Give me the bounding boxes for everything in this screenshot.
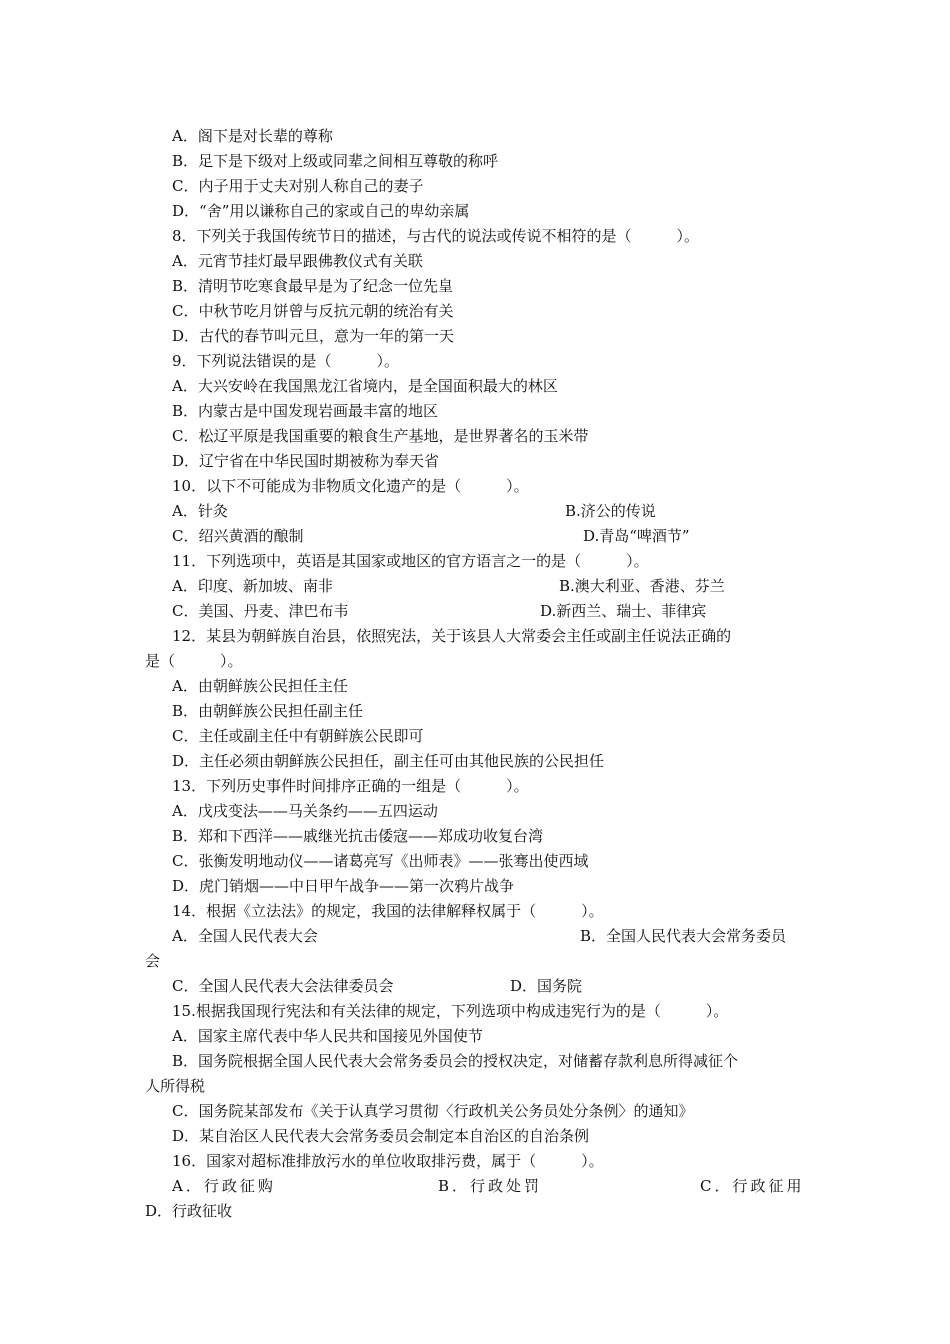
q10-option-b: B.济公的传说 bbox=[565, 502, 656, 520]
q16-option-d: D．行政征收 bbox=[145, 1202, 233, 1220]
q7-option-c: C．内子用于丈夫对别人称自己的妻子 bbox=[172, 177, 424, 195]
q13-option-a: A．戊戌变法——马关条约——五四运动 bbox=[172, 802, 438, 820]
q7-option-d: D．“舍”用以谦称自己的家或自己的卑幼亲属 bbox=[172, 202, 470, 220]
q16-option-b: B．行政处罚 bbox=[438, 1177, 543, 1195]
q14-stem: 14．根据《立法法》的规定，我国的法律解释权属于（ ）。 bbox=[172, 902, 604, 920]
q12-option-b: B．由朝鲜族公民担任副主任 bbox=[172, 702, 364, 720]
q10-option-d: D.青岛“啤酒节” bbox=[583, 527, 690, 545]
q16-option-a: A．行政征购 bbox=[172, 1177, 276, 1195]
q10-option-c: C．绍兴黄酒的酿制 bbox=[172, 527, 304, 545]
q13-option-c: C．张衡发明地动仪——诸葛亮写《出师表》——张骞出使西域 bbox=[172, 852, 589, 870]
q15-option-c: C．国务院某部发布《关于认真学习贯彻〈行政机关公务员处分条例〉的通知》 bbox=[172, 1102, 694, 1120]
q7-option-a: A．阁下是对长辈的尊称 bbox=[172, 127, 333, 145]
q12-option-a: A．由朝鲜族公民担任主任 bbox=[172, 677, 348, 695]
q12-stem-line2: 是（ ）。 bbox=[145, 652, 243, 670]
q14-option-a: A．全国人民代表大会 bbox=[172, 927, 318, 945]
q9-option-d: D．辽宁省在中华民国时期被称为奉天省 bbox=[172, 452, 440, 470]
q8-option-b: B．清明节吃寒食最早是为了纪念一位先皇 bbox=[172, 277, 454, 295]
q15-option-b-wrap: 人所得税 bbox=[145, 1077, 206, 1095]
q7-option-b: B．足下是下级对上级或同辈之间相互尊敬的称呼 bbox=[172, 152, 499, 170]
q12-stem-line1: 12．某县为朝鲜族自治县，依照宪法，关于该县人大常委会主任或副主任说法正确的 bbox=[172, 627, 732, 645]
q11-option-d: D.新西兰、瑞士、菲律宾 bbox=[540, 602, 707, 620]
q15-option-b: B．国务院根据全国人民代表大会常务委员会的授权决定，对储蓄存款利息所得减征个 bbox=[172, 1052, 739, 1070]
q11-option-a: A．印度、新加坡、南非 bbox=[172, 577, 333, 595]
q12-option-c: C．主任或副主任中有朝鲜族公民即可 bbox=[172, 727, 424, 745]
q14-option-d: D．国务院 bbox=[510, 977, 583, 995]
q10-option-a: A．针灸 bbox=[172, 502, 228, 520]
q14-option-c: C．全国人民代表大会法律委员会 bbox=[172, 977, 394, 995]
q13-stem: 13．下列历史事件时间排序正确的一组是（ ）。 bbox=[172, 777, 529, 795]
q8-option-a: A．元宵节挂灯最早跟佛教仪式有关联 bbox=[172, 252, 423, 270]
q11-option-b: B.澳大利亚、香港、芬兰 bbox=[559, 577, 725, 595]
q8-option-c: C．中秋节吃月饼曾与反抗元朝的统治有关 bbox=[172, 302, 454, 320]
q13-option-d: D．虎门销烟——中日甲午战争——第一次鸦片战争 bbox=[172, 877, 515, 895]
q13-option-b: B．郑和下西洋——戚继光抗击倭寇——郑成功收复台湾 bbox=[172, 827, 544, 845]
q15-stem: 15.根据我国现行宪法和有关法律的规定，下列选项中构成违宪行为的是（ ）。 bbox=[172, 1002, 729, 1020]
q9-option-b: B．内蒙古是中国发现岩画最丰富的地区 bbox=[172, 402, 439, 420]
q11-option-c: C．美国、丹麦、津巴布韦 bbox=[172, 602, 349, 620]
q9-option-c: C．松辽平原是我国重要的粮食生产基地，是世界著名的玉米带 bbox=[172, 427, 589, 445]
q9-stem: 9．下列说法错误的是（ ）。 bbox=[172, 352, 400, 370]
q9-option-a: A．大兴安岭在我国黑龙江省境内，是全国面积最大的林区 bbox=[172, 377, 558, 395]
q8-stem: 8．下列关于我国传统节日的描述，与古代的说法或传说不相符的是（ ）。 bbox=[172, 227, 700, 245]
q15-option-a: A．国家主席代表中华人民共和国接见外国使节 bbox=[172, 1027, 483, 1045]
q15-option-d: D．某自治区人民代表大会常务委员会制定本自治区的自治条例 bbox=[172, 1127, 590, 1145]
q8-option-d: D．古代的春节叫元旦，意为一年的第一天 bbox=[172, 327, 455, 345]
q14-option-b: B．全国人民代表大会常务委员 bbox=[580, 927, 787, 945]
q14-option-b-wrap: 会 bbox=[145, 952, 161, 970]
q12-option-d: D．主任必须由朝鲜族公民担任，副主任可由其他民族的公民担任 bbox=[172, 752, 605, 770]
q16-stem: 16．国家对超标准排放污水的单位收取排污费，属于（ ）。 bbox=[172, 1152, 604, 1170]
q16-option-c: C．行政征用 bbox=[700, 1177, 805, 1195]
q11-stem: 11．下列选项中，英语是其国家或地区的官方语言之一的是（ ）。 bbox=[172, 552, 649, 570]
q10-stem: 10．以下不可能成为非物质文化遗产的是（ ）。 bbox=[172, 477, 529, 495]
